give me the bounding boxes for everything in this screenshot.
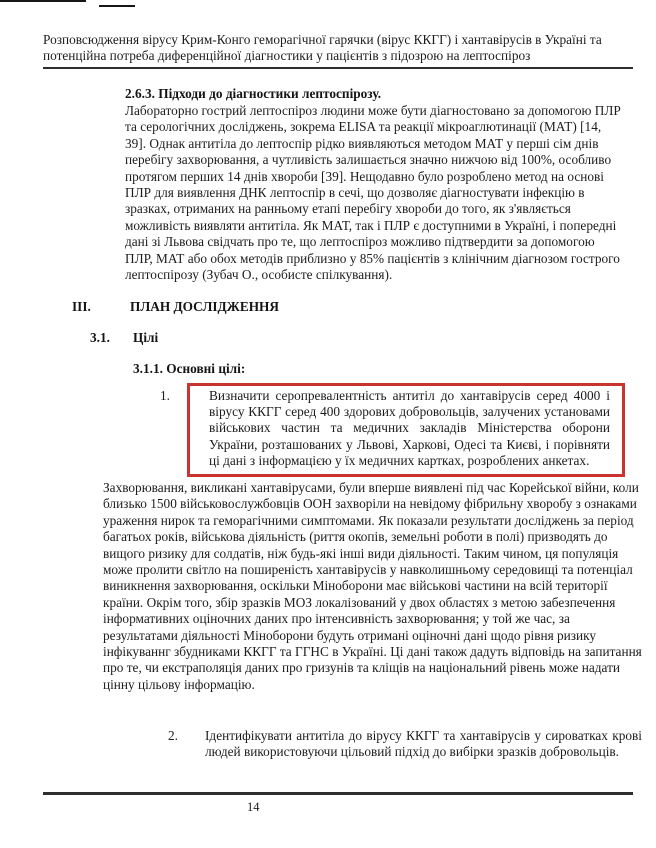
- scan-artifact-dash: [99, 5, 135, 7]
- paragraph-hantavirus-background: Захворювання, викликані хантавірусами, були вперше виявлені під час Корейської війни, коли близько 1500 військовослужбовців ООН захворіли на невідому фібрильну хворобу з ознаками ураження нирок та геморагічними симптомами. Як показали результати досліджень за період багатьох років, військова діяльність (риття окопів, земельні роботи в полі) призводять до вищого ризику для солдатів, ніж будь-які інші види діяльності. Таким чином, ця популяція може пролити світло на поширеність хантавірусів у навколишньому середовищі та потенціал виникнення захворювання, оскільки Міноборони має військові частини на всій території країни. Окрім того, збір зразків МОЗ локалізований у двох областях з метою забезпечення інформативних оціночних даних про інтенсивність захворювання; у той же час, за результатами діяльності Міноборони будуть отримані оціночні дані щодо рівня ризику інфікуваннг збудниками ККГГ та ГГНС в Україні. Ці дані також дадуть відповідь на запитання про те, чи екстраполяція даних про гризунів та кліщів на національний рівень може надати цінну цільову інформацію.: [103, 480, 642, 692]
- section-number-iii: III.: [72, 299, 91, 314]
- scan-artifact-line: [0, 0, 86, 2]
- header-rule: [43, 67, 633, 69]
- section-heading-main-goals: 3.1.1. Основні цілі:: [133, 361, 246, 376]
- section-heading-plan: ПЛАН ДОСЛІДЖЕННЯ: [130, 299, 279, 314]
- objective-1-number: 1.: [160, 388, 170, 403]
- objective-1-highlight-box: [187, 383, 625, 477]
- objective-1-text: Визначити серопревалентність антитіл до хантавірусів серед 4000 і вірусу ККГГ серед 400 здорових добровольців, залучених установами військових частин та медичних закладів Міністерства оборони України, розташованих у Львові, Харкові, Одесі та Києві, і порівняти ці дані з інформацією у їх медичних картках, розроблених анкетах.: [209, 388, 610, 468]
- footer-rule: [43, 792, 633, 795]
- page-number: 14: [247, 800, 260, 814]
- section-heading-2-6-3: 2.6.3. Підходи до діагностики лептоспірозу.: [125, 86, 382, 101]
- objective-2-number: 2.: [168, 728, 178, 743]
- section-number-3-1: 3.1.: [90, 330, 110, 345]
- paragraph-leptospirosis-diagnostics: Лабораторно гострий лептоспіроз людини може бути діагностовано за допомогою ПЛР та серологічних досліджень, зокрема ELISA та реакції мікроаглютинації (МАТ) [14, 39]. Однак антитіла до лептоспір рідко виявляються методом МАТ у перші сім днів перебігу захворювання, а чутливість залишається значно нижчою від 100%, особливо протягом перших 14 днів хвороби [39]. Нещодавно було розроблено метод на основі ПЛР для виявлення ДНК лептоспір в сечі, що дозволяє діагностувати інфекцію в зразках, отриманих на ранньому етапі перебігу хвороби до того, як з'являється можливість виявляти антитіла. Як МАТ, так і ПЛР є доступними в Україні, і попередні дані зі Львова свідчать про те, що лептоспіроз можливо підтвердити за допомогою ПЛР, МАТ або обох методів приблизно у 85% пацієнтів з клінічним діагнозом гострого лептоспірозу (Зубач О., особисте спілкування).: [125, 103, 621, 283]
- running-header-title: Розповсюдження вірусу Крим-Конго геморагічної гарячки (вірус ККГГ) і хантавірусів в Україні та потенційна потреба диференційної діагностики у пацієнтів з підозрою на лептоспіроз: [43, 32, 602, 64]
- section-heading-goals: Цілі: [133, 330, 159, 345]
- objective-2-text: Ідентифікувати антитіла до вірусу ККГГ та хантавірусів у сироватках крові людей використовуючи цільовий підхід до вибірки зразків добровольців.: [205, 728, 642, 760]
